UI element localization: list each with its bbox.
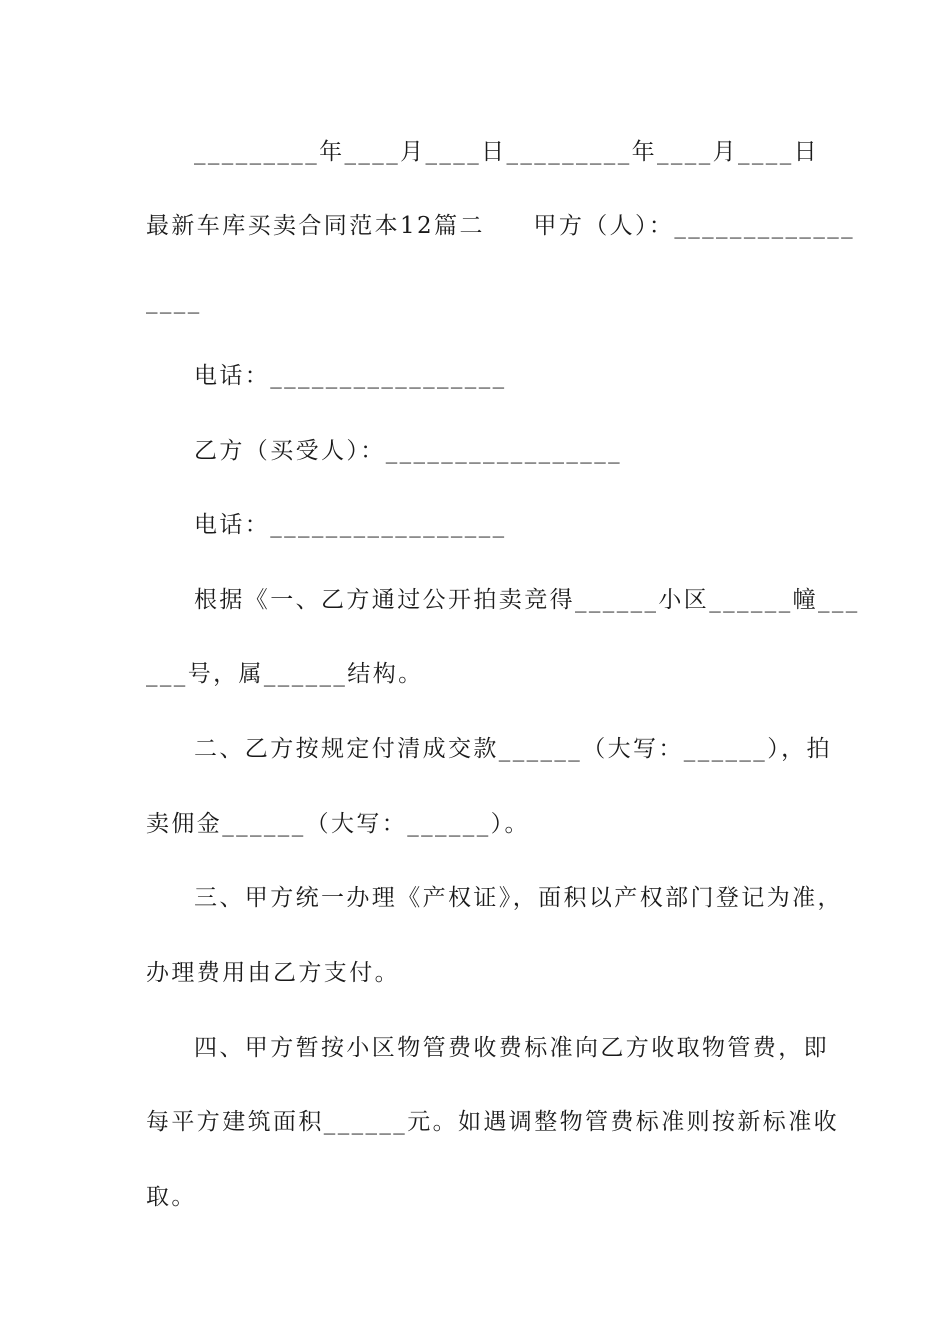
clause-3-line-2: 办理费用由乙方支付。: [146, 960, 400, 986]
clause-1-line-1: 根据《一、乙方通过公开拍卖竞得______小区______幢___: [194, 587, 860, 613]
clause-2-line-1: 二、乙方按规定付清成交款______（大写：______），拍: [194, 736, 832, 762]
date-line: _________年____月____日_________年____月____日: [194, 139, 819, 165]
clause-3-line-1: 三、甲方统一办理《产权证》，面积以产权部门登记为准，: [194, 885, 843, 911]
party-a-continuation: ____: [146, 288, 202, 314]
clause-4-line-3: 取。: [146, 1184, 197, 1210]
title-party-a-line: 最新车库买卖合同范本12篇二 甲方（人）：_____________: [146, 213, 856, 239]
party-b-phone: 电话：_________________: [194, 512, 507, 538]
clause-1-line-2: ___号，属______结构。: [146, 661, 424, 687]
clause-2-line-2: 卖佣金______（大写：______）。: [146, 811, 530, 837]
clause-4-line-2: 每平方建筑面积______元。如遇调整物管费标准则按新标准收: [146, 1109, 839, 1135]
clause-4-line-1: 四、甲方暂按小区物管费收费标准向乙方收取物管费，即: [194, 1035, 829, 1061]
party-b-line: 乙方（买受人）：_________________: [194, 438, 622, 464]
party-a-phone: 电话：_________________: [194, 363, 507, 389]
